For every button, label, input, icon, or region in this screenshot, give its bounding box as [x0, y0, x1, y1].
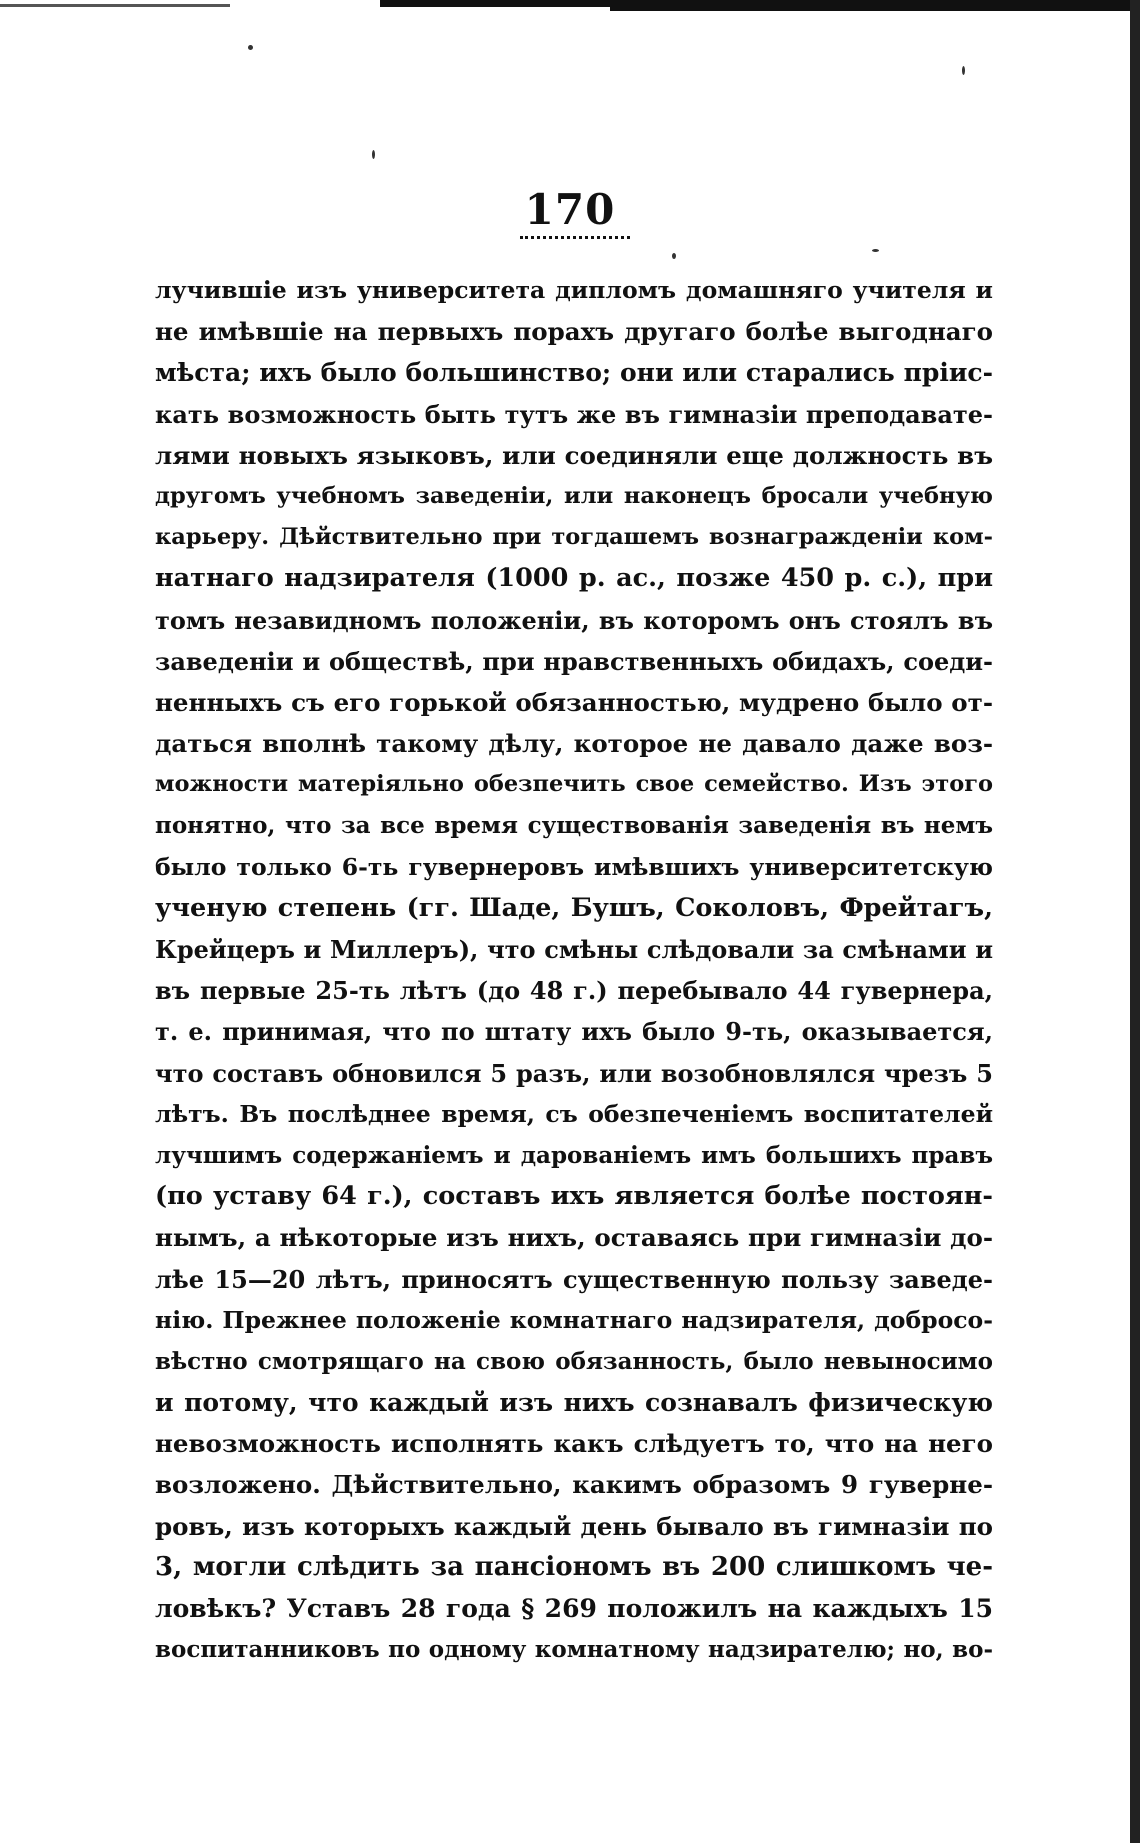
text-line: невозможность исполнять какъ слѣдуетъ то, что на него — [155, 1429, 993, 1459]
text-line: мѣста; ихъ было большинство; они или старались пріис- — [155, 358, 993, 388]
text-line: вѣстно смотрящаго на свою обязанность, было невыносимо — [155, 1347, 993, 1375]
text-line: и потому, что каждый изъ нихъ сознавалъ физическую — [155, 1388, 993, 1418]
text-line: нымъ, а нѣкоторые изъ нихъ, оставаясь при гимназіи до- — [155, 1223, 993, 1253]
text-line: натнаго надзирателя (1000 р. ас., позже 450 р. с.), при — [155, 563, 993, 594]
text-line: ловѣкъ? Уставъ 28 года § 269 положилъ на каждыхъ 15 — [155, 1594, 993, 1623]
text-line: воспитанниковъ по одному комнатному надзирателю; но, во- — [155, 1636, 993, 1664]
text-line: что составъ обновился 5 разъ, или возобновлялся чрезъ 5 — [155, 1058, 993, 1088]
text-line: карьеру. Дѣйствительно при тогдашемъ вознагражденіи ком- — [155, 524, 993, 551]
text-line: ровъ, изъ которыхъ каждый день бывало въ гимназіи по — [155, 1511, 993, 1541]
text-line: нію. Прежнее положеніе комнатнаго надзирателя, добросо- — [155, 1305, 993, 1334]
text-line: Крейцеръ и Миллеръ), что смѣны слѣдовали за смѣнами и — [155, 935, 993, 964]
scan-speck — [872, 249, 879, 252]
scan-speck — [372, 150, 375, 159]
text-line: ученую степень (гг. Шаде, Бушъ, Соколовъ, Фрейтагъ, — [155, 892, 993, 923]
top-edge-rule-middle — [380, 0, 620, 7]
text-line: не имѣвшіе на первыхъ порахъ другаго болѣе выгоднаго — [155, 317, 993, 347]
text-line: лѣтъ. Въ послѣднее время, съ обезпеченіемъ воспитателей — [155, 1099, 993, 1128]
text-line: томъ незавидномъ положеніи, въ которомъ онъ стоялъ въ — [155, 605, 993, 635]
text-line: 3, могли слѣдить за пансіономъ въ 200 слишкомъ че- — [155, 1551, 993, 1582]
text-line: ненныхъ съ его горькой обязанностью, мудрено было от- — [155, 687, 993, 717]
text-line: было только 6-ть гувернеровъ имѣвшихъ университетскую — [155, 852, 993, 881]
text-line: другомъ учебномъ заведеніи, или наконецъ бросали учебную — [155, 482, 993, 509]
text-line: лучшимъ содержаніемъ и дарованіемъ имъ большихъ правъ — [155, 1141, 993, 1169]
page-body-text — [155, 270, 993, 1670]
top-edge-rule-left — [0, 4, 230, 7]
page-number: 170 — [524, 185, 616, 234]
text-line: (по уставу 64 г.), составъ ихъ является болѣе постоян- — [155, 1181, 993, 1212]
page-right-edge — [1130, 0, 1140, 1843]
text-line: возложено. Дѣйствительно, какимъ образомъ 9 гуверне- — [155, 1470, 993, 1500]
text-line: понятно, что за все время существованія заведенія въ немъ — [155, 812, 993, 840]
text-line: лями новыхъ языковъ, или соединяли еще должность въ — [155, 440, 993, 470]
text-line: кать возможность быть тутъ же въ гимназіи преподавате- — [155, 399, 993, 429]
text-line: въ первые 25-ть лѣтъ (до 48 г.) перебывало 44 гувернера, — [155, 976, 993, 1006]
scan-speck — [962, 66, 965, 75]
scan-speck — [672, 253, 676, 259]
page-number-underline — [520, 236, 630, 239]
text-line: можности матеріяльно обезпечить свое семейство. Изъ этого — [155, 771, 993, 798]
text-line: лѣе 15—20 лѣтъ, приносятъ существенную пользу заведе- — [155, 1264, 993, 1294]
text-line: т. е. принимая, что по штату ихъ было 9-ть, оказывается, — [155, 1017, 993, 1047]
text-line: заведеніи и обществѣ, при нравственныхъ обидахъ, соеди- — [155, 646, 993, 676]
top-edge-rule-right — [610, 0, 1130, 11]
scan-speck — [248, 45, 253, 50]
text-line: лучившіе изъ университета дипломъ домашняго учителя и — [155, 276, 993, 304]
text-line: даться вполнѣ такому дѣлу, которое не давало даже воз- — [155, 729, 993, 759]
